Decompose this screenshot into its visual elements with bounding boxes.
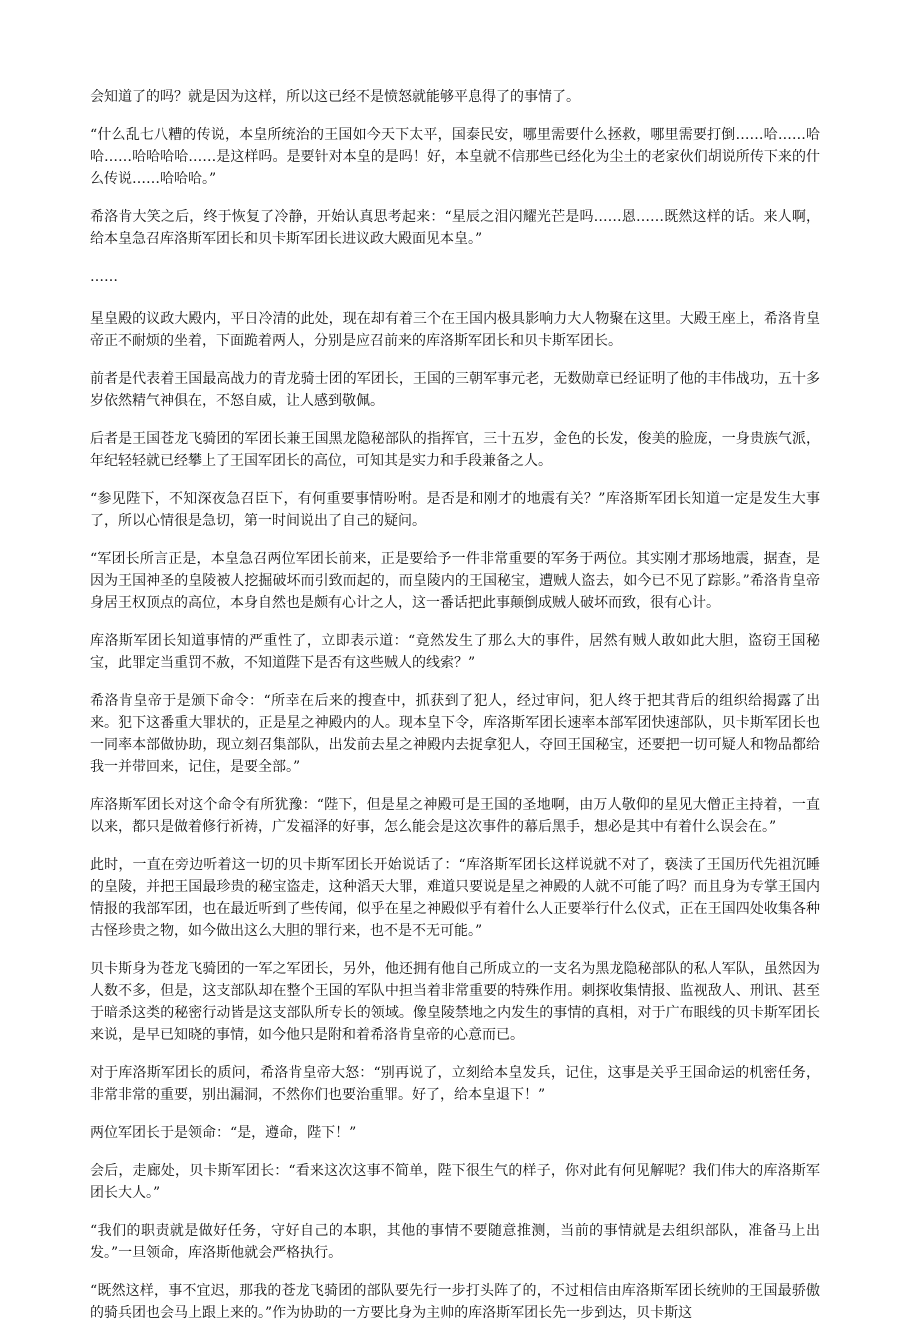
- paragraph: 此时，一直在旁边听着这一切的贝卡斯军团长开始说话了：“库洛斯军团长这样说就不对了，亵渎了王国历代先祖沉睡的皇陵，并把王国最珍贵的秘宝盗走，这种滔天大罪，难道只要说是星之神殿的人就不可能了吗？而且身为专掌王国内情报的我部军团，也在最近听到了些传闻，似乎在星之神殿似乎有着什么人正要举行什么仪式，正在王国四处收集各种古怪珍贵之物，如今做出这么大胆的罪行来，也不是不无可能。”: [90, 857, 820, 939]
- paragraph: 希洛肯大笑之后，终于恢复了冷静，开始认真思考起来：“星辰之泪闪耀光芒是吗……恩……既然这样的话。来人啊，给本皇急召库洛斯军团长和贝卡斯军团长进议政大殿面见本皇。”: [90, 209, 820, 247]
- paragraph: 会知道了的吗？就是因为这样，所以这已经不是愤怒就能够平息得了的事情了。: [90, 89, 580, 105]
- document-page: [90, 86, 820, 1340]
- paragraph: 库洛斯军团长知道事情的严重性了，立即表示道：“竟然发生了那么大的事件，居然有贼人敢如此大胆，盗窃王国秘宝，此罪定当重罚不赦，不知道陛下是否有这些贼人的线索？”: [90, 633, 820, 671]
- paragraph: 星皇殿的议政大殿内，平日冷清的此处，现在却有着三个在王国内极具影响力大人物聚在这里。大殿王座上，希洛肯皇帝正不耐烦的坐着，下面跪着两人，分别是应召前来的库洛斯军团长和贝卡斯军团长。: [90, 311, 820, 349]
- section-separator: ……: [90, 269, 118, 285]
- paragraph: 前者是代表着王国最高战力的青龙骑士团的军团长，王国的三朝军事元老，无数勋章已经证明了他的丰伟战功，五十多岁依然精气神俱在，不怒自威，让人感到敬佩。: [90, 371, 820, 409]
- paragraph: 贝卡斯身为苍龙飞骑团的一军之军团长，另外，他还拥有他自己所成立的一支名为黑龙隐秘部队的私人军队，虽然因为人数不多，但是，这支部队却在整个王国的军队中担当着非常重要的特殊作用。刺探收集情报、监视敌人、刑讯、甚至于暗杀这类的秘密行动皆是这支部队所专长的领域。像皇陵禁地之内发生的事情的真相，对于广布眼线的贝卡斯军团长来说，是早已知晓的事情，如今他只是附和着希洛肯皇帝的心意而已。: [90, 961, 820, 1043]
- paragraph: 会后，走廊处，贝卡斯军团长：“看来这次这事不简单，陛下很生气的样子，你对此有何见解呢？我们伟大的库洛斯军团长大人。”: [90, 1163, 820, 1201]
- paragraph: “既然这样，事不宜迟，那我的苍龙飞骑团的部队要先行一步打头阵了的，不过相信由库洛斯军团长统帅的王国最骄傲的骑兵团也会马上跟上来的。”作为协助的一方要比身为主帅的库洛斯军团长先一步到达，贝卡斯这: [90, 1283, 820, 1321]
- paragraph: 后者是王国苍龙飞骑团的军团长兼王国黑龙隐秘部队的指挥官，三十五岁，金色的长发，俊美的脸庞，一身贵族气派，年纪轻轻就已经攀上了王国军团长的高位，可知其是实力和手段兼备之人。: [90, 431, 820, 469]
- paragraph: “军团长所言正是，本皇急召两位军团长前来，正是要给予一件非常重要的军务于两位。其实刚才那场地震，据查，是因为王国神圣的皇陵被人挖掘破坏而引致而起的，而皇陵内的王国秘宝，遭贼人盗去，如今已不见了踪影。”希洛肯皇帝身居王权顶点的高位，本身自然也是颇有心计之人，这一番话把此事颠倒成贼人破坏而致，很有心计。: [90, 551, 820, 611]
- paragraph: 库洛斯军团长对这个命令有所犹豫：“陛下，但是星之神殿可是王国的圣地啊，由万人敬仰的星见大僧正主持着，一直以来，都只是做着修行祈祷，广发福泽的好事，怎么能会是这次事件的幕后黑手，想必是其中有着什么误会在。”: [90, 797, 820, 835]
- paragraph: 两位军团长于是领命：“是，遵命，陛下！”: [90, 1125, 357, 1141]
- paragraph: 希洛肯皇帝于是颁下命令：“所幸在后来的搜查中，抓获到了犯人，经过审问，犯人终于把其背后的组织给揭露了出来。犯下这番重大罪状的，正是星之神殿内的人。现本皇下令，库洛斯军团长速率本部军团快速部队，贝卡斯军团长也一同率本部做协助，现立刻召集部队，出发前去星之神殿内去捉拿犯人，夺回王国秘宝，还要把一切可疑人和物品都给我一并带回来，记住，是要全部。”: [90, 693, 820, 775]
- paragraph: “参见陛下，不知深夜急召臣下，有何重要事情吩咐。是否是和刚才的地震有关？”库洛斯军团长知道一定是发生大事了，所以心情很是急切，第一时间说出了自己的疑问。: [90, 491, 820, 529]
- paragraph: 对于库洛斯军团长的质问，希洛肯皇帝大怒：“别再说了，立刻给本皇发兵，记住，这事是关乎王国命运的机密任务，非常非常的重要，别出漏洞，不然你们也要治重罪。好了，给本皇退下！”: [90, 1065, 820, 1103]
- paragraph: “什么乱七八糟的传说，本皇所统治的王国如今天下太平，国泰民安，哪里需要什么拯救，哪里需要打倒……哈……哈哈……哈哈哈哈……是这样吗。是要针对本皇的是吗！好，本皇就不信那些已经化为尘土的老家伙们胡说所传下来的什么传说……哈哈哈。”: [90, 127, 820, 187]
- paragraph: “我们的职责就是做好任务，守好自己的本职，其他的事情不要随意推测，当前的事情就是去组织部队，准备马上出发。”一旦领命，库洛斯他就会严格执行。: [90, 1223, 820, 1261]
